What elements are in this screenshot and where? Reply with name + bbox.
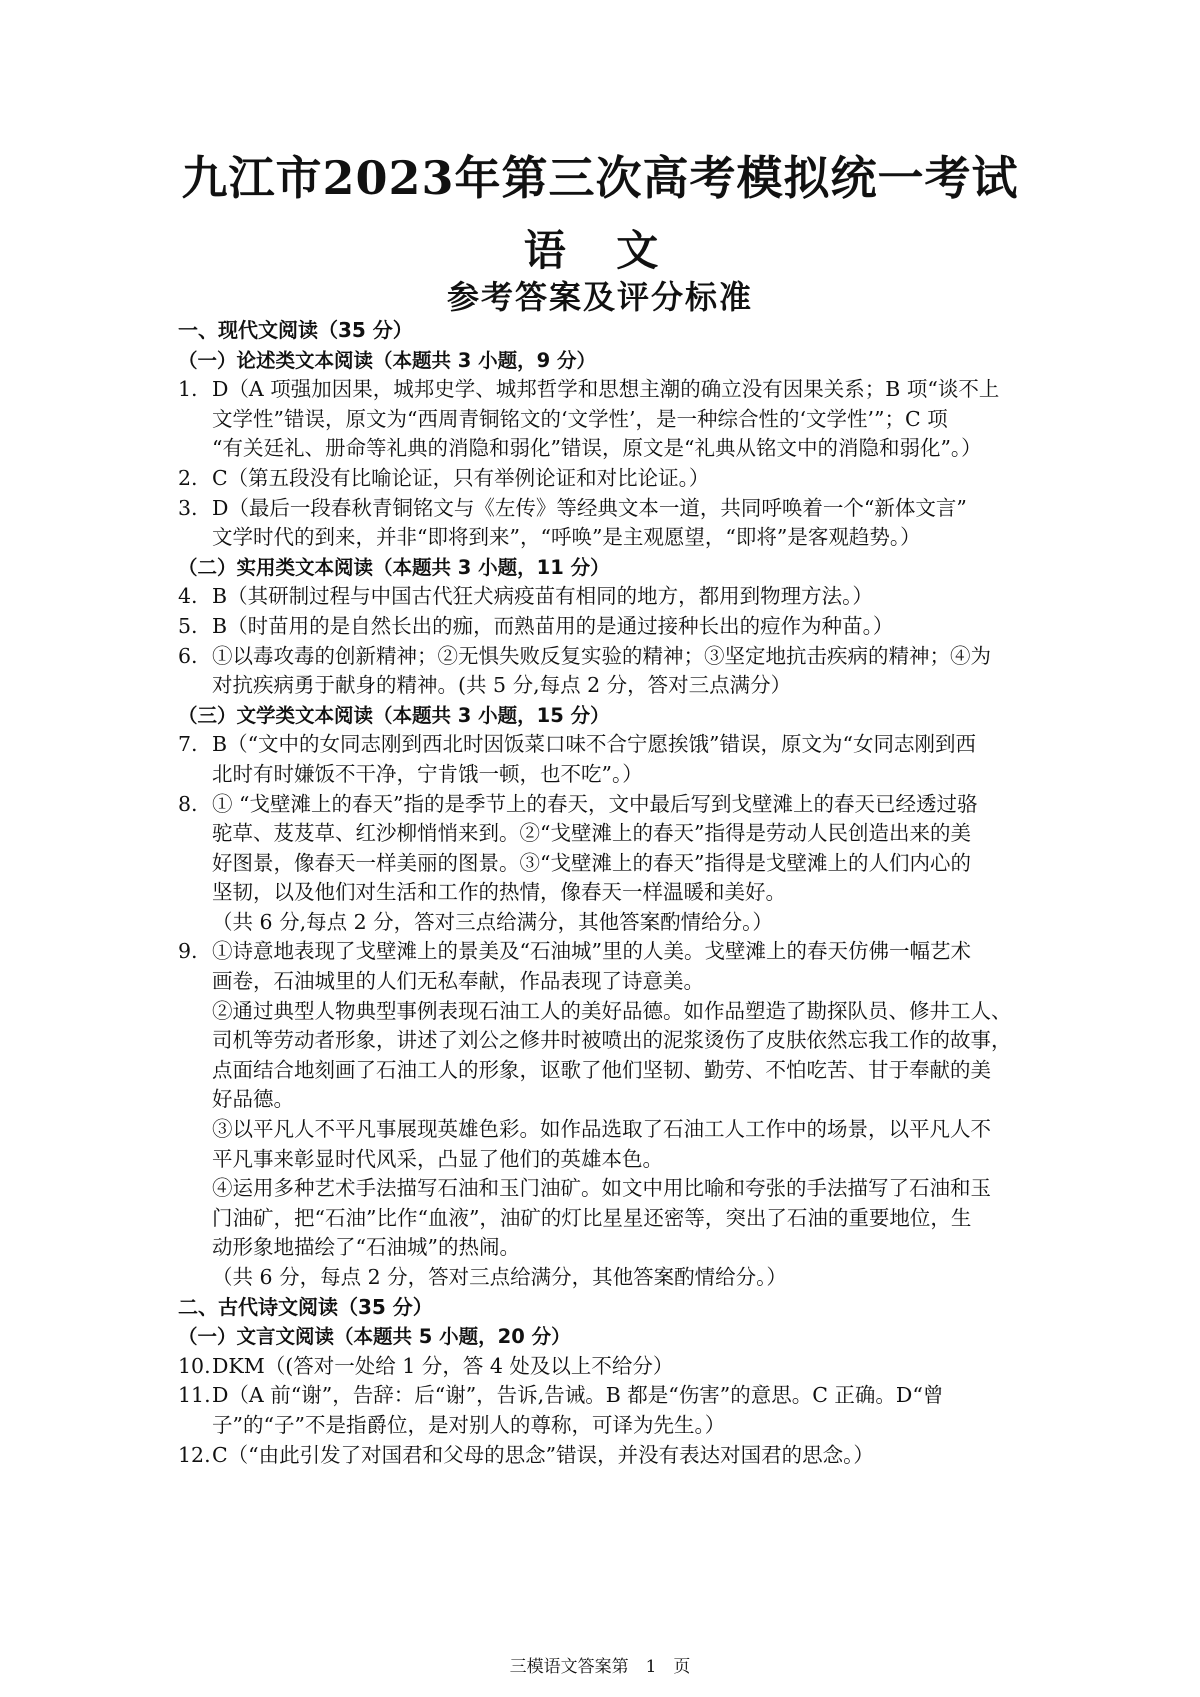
question-number [178, 523, 212, 553]
answer-body [178, 316, 1028, 1470]
question-number: 10. [178, 1353, 211, 1378]
answer-text: 平凡事来彰显时代风采，凸显了他们的英雄本色。 [212, 1146, 663, 1171]
answer-text: DKM（(答对一处给 1 分，答 4 处及以上不给分） [212, 1353, 674, 1378]
answer-line [178, 1263, 1028, 1293]
answer-group [178, 582, 1028, 700]
question-number [178, 878, 212, 908]
answer-line [178, 1381, 1028, 1411]
answer-line [178, 1145, 1028, 1175]
answer-text: 司机等劳动者形象，讲述了刘公之修井时被喷出的泥浆烫伤了皮肤依然忘我工作的故事， [212, 1028, 1012, 1053]
answer-text: ① “戈壁滩上的春天”指的是季节上的春天，文中最后写到戈壁滩上的春天已经透过骆 [212, 791, 978, 816]
answer-text: 点面结合地刻画了石油工人的形象，讴歌了他们坚韧、勤劳、不怕吃苦、甘于奉献的美 [212, 1057, 991, 1082]
subject-title: 语 文 [523, 226, 677, 275]
answer-line [178, 1085, 1028, 1115]
answer-text: C（“由此引发了对国君和父母的思念”错误，并没有表达对国君的思念。） [212, 1442, 874, 1467]
answer-line [178, 582, 1028, 612]
answer-text: D（A 项强加因果，城邦史学、城邦哲学和思想主潮的确立没有因果关系；B 项“谈不上 [212, 377, 1000, 402]
question-number [178, 1085, 212, 1115]
question-number: 11. [178, 1383, 211, 1408]
answer-line [178, 434, 1028, 464]
question-number [178, 1174, 212, 1204]
answer-line [178, 1233, 1028, 1263]
question-number [178, 1233, 212, 1263]
question-number [178, 1026, 212, 1056]
exam-title: 九江市2023年第三次高考模拟统一考试 [181, 151, 1019, 205]
question-number [178, 1115, 212, 1145]
answer-text: 文学时代的到来，并非“即将到来”，“呼唤”是主观愿望，“即将”是客观趋势。） [212, 525, 921, 550]
answer-text: “有关廷礼、册命等礼典的消隐和弱化”错误，原文是“礼典从铭文中的消隐和弱化”。） [212, 436, 982, 461]
answer-text: B（其研制过程与中国古代狂犬病疫苗有相同的地方，都用到物理方法。） [212, 584, 873, 609]
answer-text: ①诗意地表现了戈壁滩上的景美及“石油城”里的人美。戈壁滩上的春天仿佛一幅艺术 [212, 939, 971, 964]
answer-group [178, 730, 1028, 1292]
answer-text: ②通过典型人物典型事例表现石油工人的美好品德。如作品塑造了勘探队员、修井工人、 [212, 998, 1012, 1023]
answer-line [178, 878, 1028, 908]
answer-text: D（最后一段春秋青铜铭文与《左传》等经典文本一道，共同呼唤着一个“新体文言” [212, 495, 967, 520]
answer-line [178, 1174, 1028, 1204]
answer-line [178, 967, 1028, 997]
answer-line [178, 937, 1028, 967]
page-footer: 三模语文答案第 1 页 [509, 1657, 691, 1677]
subsection-heading: （三）文学类文本阅读（本题共 3 小题，15 分） [178, 703, 610, 727]
question-number: 8. [178, 791, 198, 816]
question-number: 5. [178, 613, 198, 638]
answer-text: B（时苗用的是自然长出的痂，而熟苗用的是通过接种长出的痘作为种苗。） [212, 613, 894, 638]
answer-line [178, 612, 1028, 642]
answer-line [178, 642, 1028, 672]
question-number: 2. [178, 465, 198, 490]
answer-text: 门油矿，把“石油”比作“血液”，油矿的灯比星星还密等，突出了石油的重要地位，生 [212, 1205, 972, 1230]
question-number [178, 1263, 212, 1293]
answer-line [178, 1204, 1028, 1234]
answer-line [178, 405, 1028, 435]
question-number [178, 1145, 212, 1175]
question-number: 7. [178, 732, 198, 757]
answer-text: 对抗疾病勇于献身的精神。(共 5 分,每点 2 分，答对三点满分） [212, 673, 792, 698]
question-number: 9. [178, 939, 198, 964]
answer-text: ③以平凡人不平凡事展现英雄色彩。如作品选取了石油工人工作中的场景，以平凡人不 [212, 1117, 991, 1142]
answer-text: 坚韧，以及他们对生活和工作的热情，像春天一样温暖和美好。 [212, 880, 786, 905]
question-number [178, 760, 212, 790]
subsection-heading: （一）文言文阅读（本题共 5 小题，20 分） [178, 1325, 571, 1349]
question-number [178, 819, 212, 849]
answer-line [178, 908, 1028, 938]
answer-line [178, 790, 1028, 820]
question-number [178, 434, 212, 464]
answer-line [178, 819, 1028, 849]
answer-line [178, 730, 1028, 760]
subsection-heading: （一）论述类文本阅读（本题共 3 小题，9 分） [178, 348, 597, 372]
answer-text: C（第五段没有比喻论证，只有举例论证和对比论证。） [212, 465, 710, 490]
answer-text: 驼草、芨芨草、红沙柳悄悄来到。②“戈壁滩上的春天”指得是劳动人民创造出来的美 [212, 821, 971, 846]
question-number [178, 1411, 212, 1441]
question-number [178, 1056, 212, 1086]
question-number [178, 405, 212, 435]
answer-text: 好品德。 [212, 1087, 294, 1112]
answer-line [178, 494, 1028, 524]
answer-line [178, 849, 1028, 879]
question-number [178, 671, 212, 701]
answer-line [178, 1352, 1028, 1382]
question-number: 6. [178, 643, 198, 668]
answer-line [178, 375, 1028, 405]
answer-text: （共 6 分,每点 2 分，答对三点给满分，其他答案酌情给分。） [212, 909, 773, 934]
answer-line [178, 1026, 1028, 1056]
answer-group [178, 1352, 1028, 1470]
subsection-heading: （二）实用类文本阅读（本题共 3 小题，11 分） [178, 555, 610, 579]
answer-line [178, 523, 1028, 553]
section-heading: 一、现代文阅读（35 分） [178, 318, 413, 342]
question-number: 4. [178, 584, 198, 609]
answer-line [178, 1411, 1028, 1441]
answer-group [178, 375, 1028, 553]
answer-text: 动形象地描绘了“石油城”的热闹。 [212, 1235, 520, 1260]
answer-key-subtitle: 参考答案及评分标准 [446, 278, 753, 316]
answer-line [178, 1056, 1028, 1086]
question-number: 3. [178, 495, 198, 520]
answer-text: 好图景，像春天一样美丽的图景。③“戈壁滩上的春天”指得是戈壁滩上的人们内心的 [212, 850, 971, 875]
answer-text: ④运用多种艺术手法描写石油和玉门油矿。如文中用比喻和夸张的手法描写了石油和玉 [212, 1176, 991, 1201]
answer-line [178, 1115, 1028, 1145]
answer-line [178, 671, 1028, 701]
question-number [178, 908, 212, 938]
answer-text: 子”的“子”不是指爵位，是对别人的尊称，可译为先生。） [212, 1412, 726, 1437]
answer-text: ①以毒攻毒的创新精神；②无惧失败反复实验的精神；③坚定地抗击疾病的精神；④为 [212, 643, 991, 668]
answer-line [178, 997, 1028, 1027]
question-number: 12. [178, 1442, 211, 1467]
question-number [178, 967, 212, 997]
answer-text: 画卷，石油城里的人们无私奉献，作品表现了诗意美。 [212, 969, 704, 994]
question-number: 1. [178, 377, 198, 402]
question-number [178, 849, 212, 879]
question-number [178, 1204, 212, 1234]
answer-line [178, 464, 1028, 494]
question-number [178, 997, 212, 1027]
answer-text: 北时有时嫌饭不干净，宁肯饿一顿，也不吃”。） [212, 761, 643, 786]
answer-line [178, 1441, 1028, 1471]
answer-text: B（“文中的女同志刚到西北时因饭菜口味不合宁愿挨饿”错误，原文为“女同志刚到西 [212, 732, 977, 757]
answer-text: 文学性”错误，原文为“西周青铜铭文的‘文学性’，是一种综合性的‘文学性’”；C 项 [212, 406, 948, 431]
answer-text: （共 6 分，每点 2 分，答对三点给满分，其他答案酌情给分。） [212, 1265, 787, 1289]
answer-line [178, 760, 1028, 790]
section-heading: 二、古代诗文阅读（35 分） [178, 1294, 433, 1319]
answer-text: D（A 前“谢”，告辞：后“谢”，告诉,告诫。B 都是“伤害”的意思。C 正确。D“曾 [212, 1383, 944, 1408]
